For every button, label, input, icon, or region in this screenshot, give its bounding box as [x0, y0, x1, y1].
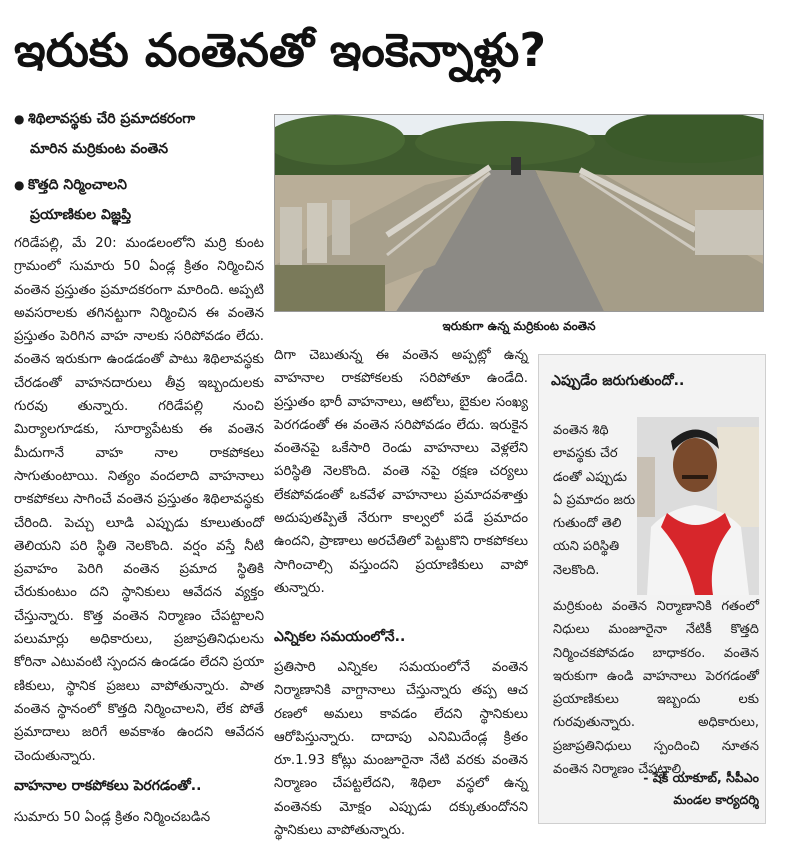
highlight-item [14, 104, 264, 134]
article-column-2: దిగా చెబుతున్న ఈ వంతెన అప్పట్లో ఉన్న వాహనాల రాకపోకలకు సరిపోతూ ఉండేది. ప్రస్తుతం భారీ వాహనాలు, ఆటోలు, బైకుల సంఖ్య పెరగడంతో ఈ వంతెన సరిపోవడం లేదు. ఇరుకైన వంతెనపై ఒకేసారి రెండు వాహనాలు వెళ్లలేని పరిస్థితి నెలకొంది. వంతె నపై రక్షణ చర్యలు లేకపోవడంతో ఒకవేళ వాహనాలు ప్రమాదవశాత్తు అదుపుతప్పితే నేరుగా కాల్వలో పడే ప్రమాదం ఉందని, ప్రాణాలు అరచేతిలో పెట్టుకొని రాకపోకలు సాగించాల్సి వస్తుందని ప్రయాణికులు వాపో తున్నారు. [274, 348, 528, 596]
article-column-1-continued: సుమారు 50 ఏండ్ల క్రితం నిర్మించబడిన [14, 810, 211, 825]
highlight-line: కొత్తది నిర్మించాలని [28, 177, 127, 193]
quote-box [538, 354, 766, 824]
attribution-title: మండల కార్యదర్శి [673, 792, 759, 807]
subheading-vehicles: వాహనాల రాకపోకలు పెరగడంతో.. [14, 778, 202, 794]
subheading-elections: ఎన్నికల సమయంలోనే.. [274, 629, 406, 645]
bridge-illustration [275, 115, 764, 312]
portrait-photo [637, 417, 759, 595]
highlight-line: శిథిలావస్థకు చేరి ప్రమాదకరంగా [28, 111, 196, 127]
highlight-item [14, 170, 264, 200]
highlight-line: ప్రయాణికుల విజ్ఞప్తి [30, 207, 132, 223]
quote-attribution [553, 767, 759, 811]
quote-text-top: వంతెన శిథి లావస్థకు చేర డంతో ఎప్పుడు ఏ ప్రమాదం జరు గుతుందో తెలి యని పరిస్థితి నెలకొంది. [553, 423, 636, 578]
article-column-1: గరిడేపల్లి, మే 20: మండలంలోని మర్రి కుంట గ్రామంలో సుమారు 50 ఏండ్ల క్రితం నిర్మించిన వంతెన ప్రస్తుతం ప్రమాదకరంగా మారింది. అప్పటి అవసరాలకు తగినట్టుగా నిర్మించిన ఈ వంతెన ప్రస్తుతం పెరిగిన వాహ నాలకు సరిపోవడం లేదు. వంతెన ఇరుకుగా ఉండడంతో పాటు శిథిలావస్థకు చేరడంతో వాహనదారులు తీవ్ర ఇబ్బందులకు గురవు తున్నారు. గరిడేపల్లి నుంచి మిర్యాలగూడకు, సూర్యాపేటకు ఈ వంతెన మీదుగానే వాహ నాల రాకపోకలు సాగుతుంటాయి. నిత్యం వందలాది వాహనాలు రాకపోకలు సాగించే వంతెన ప్రస్తుతం శిథిలావస్థకు చేరింది. పెచ్చు లూడి ఎప్పుడు కూలుతుందో తెలియని పరి స్థితి నెలకొంది. వర్షం వస్తే నీటి ప్రవాహం పెరిగి వంతెన ప్రమాద స్థితికి చేరుకుంటుం దని స్థానికులు ఆవేదన వ్యక్తం చేస్తున్నారు. కొత్త వంతెన నిర్మాణం చేపట్టాలని పలుమార్లు అధికారులు, ప్రజాప్రతినిధులను కోరినా ఎటువంటి స్పందన ఉండడం లేదని ప్రయా ణికులు, స్థానిక ప్రజలు వాపోతున్నారు. పాత వంతెన స్థానంలో కొత్తది నిర్మించాలని, లేక పోతే ప్రమాదాలు జరిగే అవకాశం ఉందని ఆవేదన చెందుతున్నారు. [14, 236, 264, 764]
highlights [14, 104, 264, 230]
quote-box-title: ఎప్పుడేం జరుగుతుందో.. [551, 373, 685, 389]
attribution-name: - షేక్ యాకూబ్, సీపీఎం [643, 770, 759, 785]
photo-caption: ఇరుకుగా ఉన్న మర్రికుంట వంతెన [442, 319, 596, 333]
headline: ఇరుకు వంతెనతో ఇంకెన్నాళ్లు? [14, 23, 547, 77]
highlight-line: మారిన మర్రికుంట వంతెన [30, 141, 169, 157]
bullet-icon: ● [14, 112, 25, 126]
bullet-icon: ● [14, 178, 25, 192]
bridge-photo [274, 114, 764, 312]
person-portrait [637, 417, 759, 595]
quote-text-bottom: మర్రికుంట వంతెన నిర్మాణానికి గతంలో నిధులు మంజూరైనా నేటికీ కొత్తది నిర్మించకపోవడం బాధాకరం. వంతెన ఇరుకుగా ఉండి వాహనాలు పెరగడంతో ప్రయాణికులు ఇబ్బందు లకు గురవుతున్నారు. అధికారులు, ప్రజాప్రతినిధులు స్పందించి నూతన వంతెన నిర్మాణం చేపట్టాలి. [553, 599, 759, 778]
article-column-2-continued: ప్రతిసారి ఎన్నికల సమయంలోనే వంతెన నిర్మాణానికి వాగ్దానాలు చేస్తున్నారు తప్ప ఆచ రణలో అమలు కావడం లేదని స్థానికులు ఆరోపిస్తున్నారు. దాదాపు ఎనిమిదేండ్ల క్రితం రూ.1.93 కోట్లు మంజూరైనా నేటి వరకు వంతెన నిర్మాణం చేపట్టలేదని, శిథిలా వస్థలో ఉన్న వంతెనకు మోక్షం ఎప్పుడు దక్కుతుందోనని స్థానికులు వాపోతున్నారు. [274, 660, 528, 839]
